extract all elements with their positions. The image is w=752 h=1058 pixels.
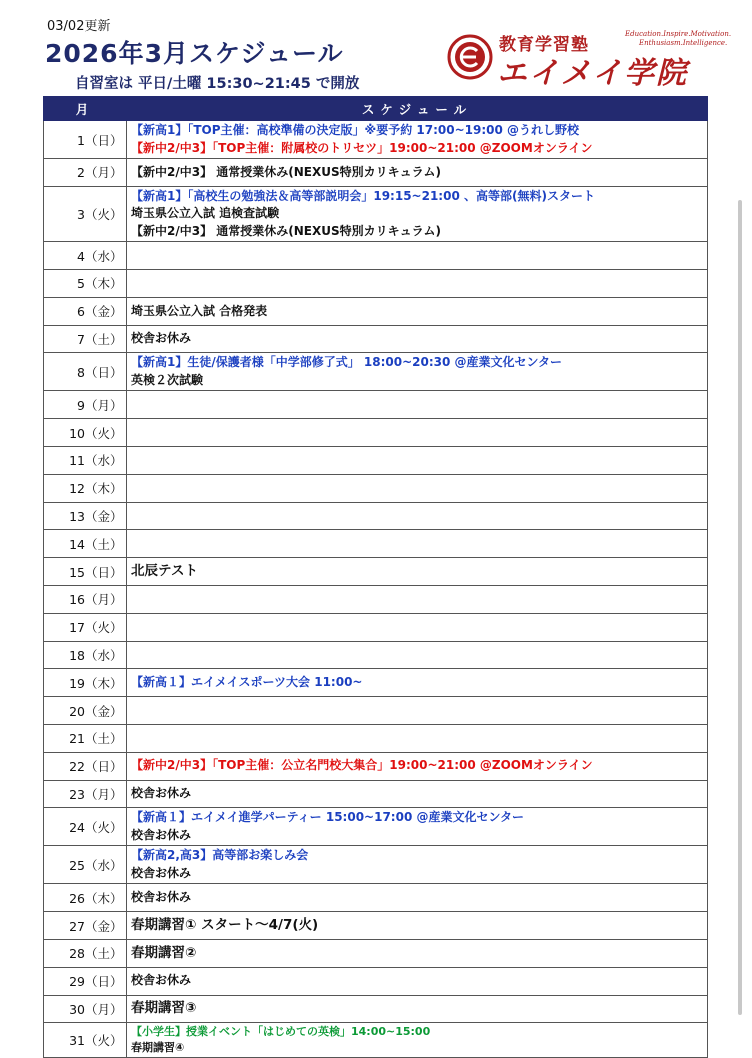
table-row (44, 121, 708, 159)
schedule-cell (127, 297, 708, 325)
date-cell (44, 752, 127, 780)
date-cell (44, 808, 127, 846)
day-number: 22 (69, 759, 85, 775)
table-row (44, 940, 708, 968)
date-cell (44, 641, 127, 669)
schedule-cell (127, 613, 708, 641)
event-text: 英検２次試験 (131, 372, 204, 387)
date-cell (44, 186, 127, 242)
date-cell (44, 725, 127, 753)
table-row (44, 419, 708, 447)
schedule-cell (127, 474, 708, 502)
weekday-label: （火） (85, 819, 123, 835)
table-row (44, 502, 708, 530)
event-text: 春期講習② (131, 944, 197, 961)
weekday-label: （土） (85, 731, 123, 747)
event-text: 【新高1】「TOP主催：高校準備の決定版」※要予約 17:00~19:00 @うれし野校 (131, 123, 580, 137)
event-text: 【新中2/中3】 通常授業休み(NEXUS特別カリキュラム) (131, 223, 441, 238)
event-text: 校舎お休み (131, 827, 192, 842)
date-cell (44, 586, 127, 614)
table-row (44, 808, 708, 846)
day-number: 3 (77, 207, 85, 223)
schedule-column-header: スケジュール (127, 97, 708, 121)
schedule-cell (127, 967, 708, 995)
weekday-label: （日） (85, 759, 123, 775)
event-text: 埼玉県公立入試 合格発表 (131, 303, 268, 318)
day-number: 9 (77, 397, 85, 413)
table-row (44, 912, 708, 940)
date-cell (44, 121, 127, 159)
date-cell (44, 447, 127, 475)
event-text: 校舎お休み (131, 786, 192, 801)
schedule-cell (127, 419, 708, 447)
table-row (44, 242, 708, 270)
schedule-cell (127, 530, 708, 558)
table-row (44, 325, 708, 353)
day-number: 25 (69, 857, 85, 873)
weekday-label: （土） (85, 332, 123, 348)
schedule-cell (127, 502, 708, 530)
weekday-label: （木） (85, 675, 123, 691)
day-number: 23 (69, 787, 85, 803)
weekday-label: （日） (85, 564, 123, 580)
school-logo (447, 28, 732, 92)
date-cell (44, 325, 127, 353)
weekday-label: （水） (85, 857, 123, 873)
day-number: 30 (69, 1002, 85, 1018)
page-scrollbar[interactable] (738, 200, 742, 1015)
day-number: 19 (69, 675, 85, 691)
date-cell (44, 912, 127, 940)
event-text: 【新高１】エイメイ進学パーティー 15:00~17:00 @産業文化センター (131, 810, 525, 825)
page-title: 2026年3月スケジュール (45, 39, 344, 68)
table-row (44, 884, 708, 912)
date-cell (44, 391, 127, 419)
event-text: 校舎お休み (131, 331, 192, 346)
date-cell (44, 884, 127, 912)
day-number: 10 (69, 425, 85, 441)
month-column-header: 月 (44, 97, 127, 121)
day-number: 12 (69, 481, 85, 497)
logo-tagline-line-2: Enthusiasm.Intelligence. (639, 39, 728, 47)
schedule-cell (127, 912, 708, 940)
schedule-cell (127, 725, 708, 753)
weekday-label: （月） (85, 592, 123, 608)
event-text: 【新中2/中3】「TOP主催：附属校のトリセツ」19:00~21:00 @ZOOMオンライン (131, 140, 593, 155)
table-row (44, 613, 708, 641)
event-text: 校舎お休み (131, 973, 192, 988)
table-row (44, 474, 708, 502)
date-cell (44, 846, 127, 884)
table-row (44, 967, 708, 995)
date-cell (44, 697, 127, 725)
weekday-label: （水） (85, 248, 123, 264)
schedule-cell (127, 697, 708, 725)
weekday-label: （木） (85, 481, 123, 497)
table-header-row (44, 97, 708, 121)
schedule-cell (127, 270, 708, 298)
weekday-label: （日） (85, 364, 123, 380)
schedule-cell (127, 186, 708, 242)
table-row (44, 697, 708, 725)
day-number: 16 (69, 592, 85, 608)
schedule-cell (127, 121, 708, 159)
weekday-label: （土） (85, 536, 123, 552)
schedule-cell (127, 586, 708, 614)
weekday-label: （月） (85, 397, 123, 413)
weekday-label: （金） (85, 304, 123, 320)
event-text: 埼玉県公立入試 追検査試験 (131, 206, 280, 221)
table-row (44, 1023, 708, 1058)
event-text: 【新中2/中3】 通常授業休み(NEXUS特別カリキュラム) (131, 164, 441, 179)
table-row (44, 186, 708, 242)
day-number: 2 (77, 165, 85, 181)
weekday-label: （水） (85, 648, 123, 664)
event-text: 校舎お休み (131, 890, 192, 905)
date-cell (44, 1023, 127, 1058)
date-cell (44, 353, 127, 391)
schedule-cell (127, 884, 708, 912)
day-number: 5 (77, 276, 85, 292)
logo-emblem-icon (447, 34, 493, 80)
day-number: 4 (77, 248, 85, 264)
schedule-cell (127, 808, 708, 846)
weekday-label: （月） (85, 787, 123, 803)
day-number: 11 (69, 453, 85, 469)
schedule-cell (127, 391, 708, 419)
date-cell (44, 419, 127, 447)
date-cell (44, 940, 127, 968)
table-row (44, 159, 708, 187)
event-text: 北辰テスト (131, 562, 198, 579)
date-cell (44, 995, 127, 1023)
table-row (44, 846, 708, 884)
event-text: 春期講習③ (131, 1000, 197, 1017)
schedule-cell (127, 558, 708, 586)
weekday-label: （火） (85, 1033, 123, 1049)
weekday-label: （火） (85, 207, 123, 223)
day-number: 21 (69, 731, 85, 747)
table-row (44, 530, 708, 558)
weekday-label: （金） (85, 703, 123, 719)
day-number: 8 (77, 364, 85, 380)
day-number: 28 (69, 946, 85, 962)
schedule-table (43, 96, 708, 1058)
study-room-hours: 自習室は 平日/土曜 15:30~21:45 で開放 (75, 76, 360, 92)
schedule-cell (127, 940, 708, 968)
weekday-label: （金） (85, 918, 123, 934)
event-text: 【新高2,高3】高等部お楽しみ会 (131, 848, 309, 863)
day-number: 6 (77, 304, 85, 320)
schedule-cell (127, 447, 708, 475)
table-row (44, 641, 708, 669)
day-number: 7 (77, 332, 85, 348)
table-row (44, 780, 708, 808)
logo-tagline (625, 30, 732, 48)
date-cell (44, 558, 127, 586)
table-row (44, 391, 708, 419)
schedule-cell (127, 242, 708, 270)
date-cell (44, 474, 127, 502)
date-cell (44, 242, 127, 270)
date-cell (44, 530, 127, 558)
date-cell (44, 270, 127, 298)
table-row (44, 270, 708, 298)
date-cell (44, 613, 127, 641)
day-number: 24 (69, 819, 85, 835)
weekday-label: （月） (85, 1002, 123, 1018)
event-text: 春期講習④ (131, 1041, 185, 1055)
table-row (44, 586, 708, 614)
date-cell (44, 780, 127, 808)
day-number: 31 (69, 1033, 85, 1049)
schedule-cell (127, 641, 708, 669)
weekday-label: （日） (85, 974, 123, 990)
weekday-label: （土） (85, 946, 123, 962)
table-row (44, 447, 708, 475)
day-number: 20 (69, 703, 85, 719)
event-text: 【小学生】授業イベント「はじめての英検」14:00~15:00 (131, 1025, 431, 1039)
day-number: 1 (77, 132, 85, 148)
table-row (44, 558, 708, 586)
logo-subtitle: 教育学習塾 (499, 35, 589, 55)
schedule-cell (127, 325, 708, 353)
event-text: 校舎お休み (131, 865, 192, 880)
date-cell (44, 297, 127, 325)
day-number: 26 (69, 890, 85, 906)
schedule-cell (127, 353, 708, 391)
weekday-label: （火） (85, 425, 123, 441)
table-row (44, 353, 708, 391)
event-text: 春期講習① スタート～4/7(火) (131, 916, 319, 933)
weekday-label: （日） (85, 132, 123, 148)
weekday-label: （金） (85, 509, 123, 525)
schedule-cell (127, 1023, 708, 1058)
schedule-rows (44, 121, 708, 1058)
logo-name: エイメイ学院 (497, 56, 689, 91)
day-number: 15 (69, 564, 85, 580)
schedule-cell (127, 846, 708, 884)
schedule-cell (127, 669, 708, 697)
weekday-label: （月） (85, 165, 123, 181)
schedule-cell (127, 780, 708, 808)
day-number: 18 (69, 648, 85, 664)
weekday-label: （木） (85, 276, 123, 292)
table-row (44, 669, 708, 697)
day-number: 13 (69, 509, 85, 525)
schedule-cell (127, 995, 708, 1023)
table-row (44, 995, 708, 1023)
day-number: 27 (69, 918, 85, 934)
weekday-label: （火） (85, 620, 123, 636)
event-text: 【新高1】「高校生の勉強法＆高等部説明会」19:15~21:00 、高等部(無料)スタート (131, 188, 595, 203)
date-cell (44, 159, 127, 187)
table-row (44, 725, 708, 753)
day-number: 29 (69, 974, 85, 990)
date-cell (44, 967, 127, 995)
date-cell (44, 502, 127, 530)
event-text: 【新高1】生徒/保護者様「中学部修了式」 18:00~20:30 @産業文化センター (131, 355, 563, 370)
weekday-label: （木） (85, 890, 123, 906)
schedule-cell (127, 752, 708, 780)
updated-label: 03/02更新 (47, 19, 111, 34)
schedule-cell (127, 159, 708, 187)
event-text: 【新高１】エイメイスポーツ大会 11:00~ (131, 675, 363, 690)
logo-tagline-line-1: Education.Inspire.Motivation. (625, 30, 732, 38)
event-text: 【新中2/中3】「TOP主催：公立名門校大集合」19:00~21:00 @ZOOMオンライン (131, 758, 593, 773)
date-cell (44, 669, 127, 697)
table-row (44, 297, 708, 325)
day-number: 17 (69, 620, 85, 636)
weekday-label: （水） (85, 453, 123, 469)
day-number: 14 (69, 536, 85, 552)
table-row (44, 752, 708, 780)
